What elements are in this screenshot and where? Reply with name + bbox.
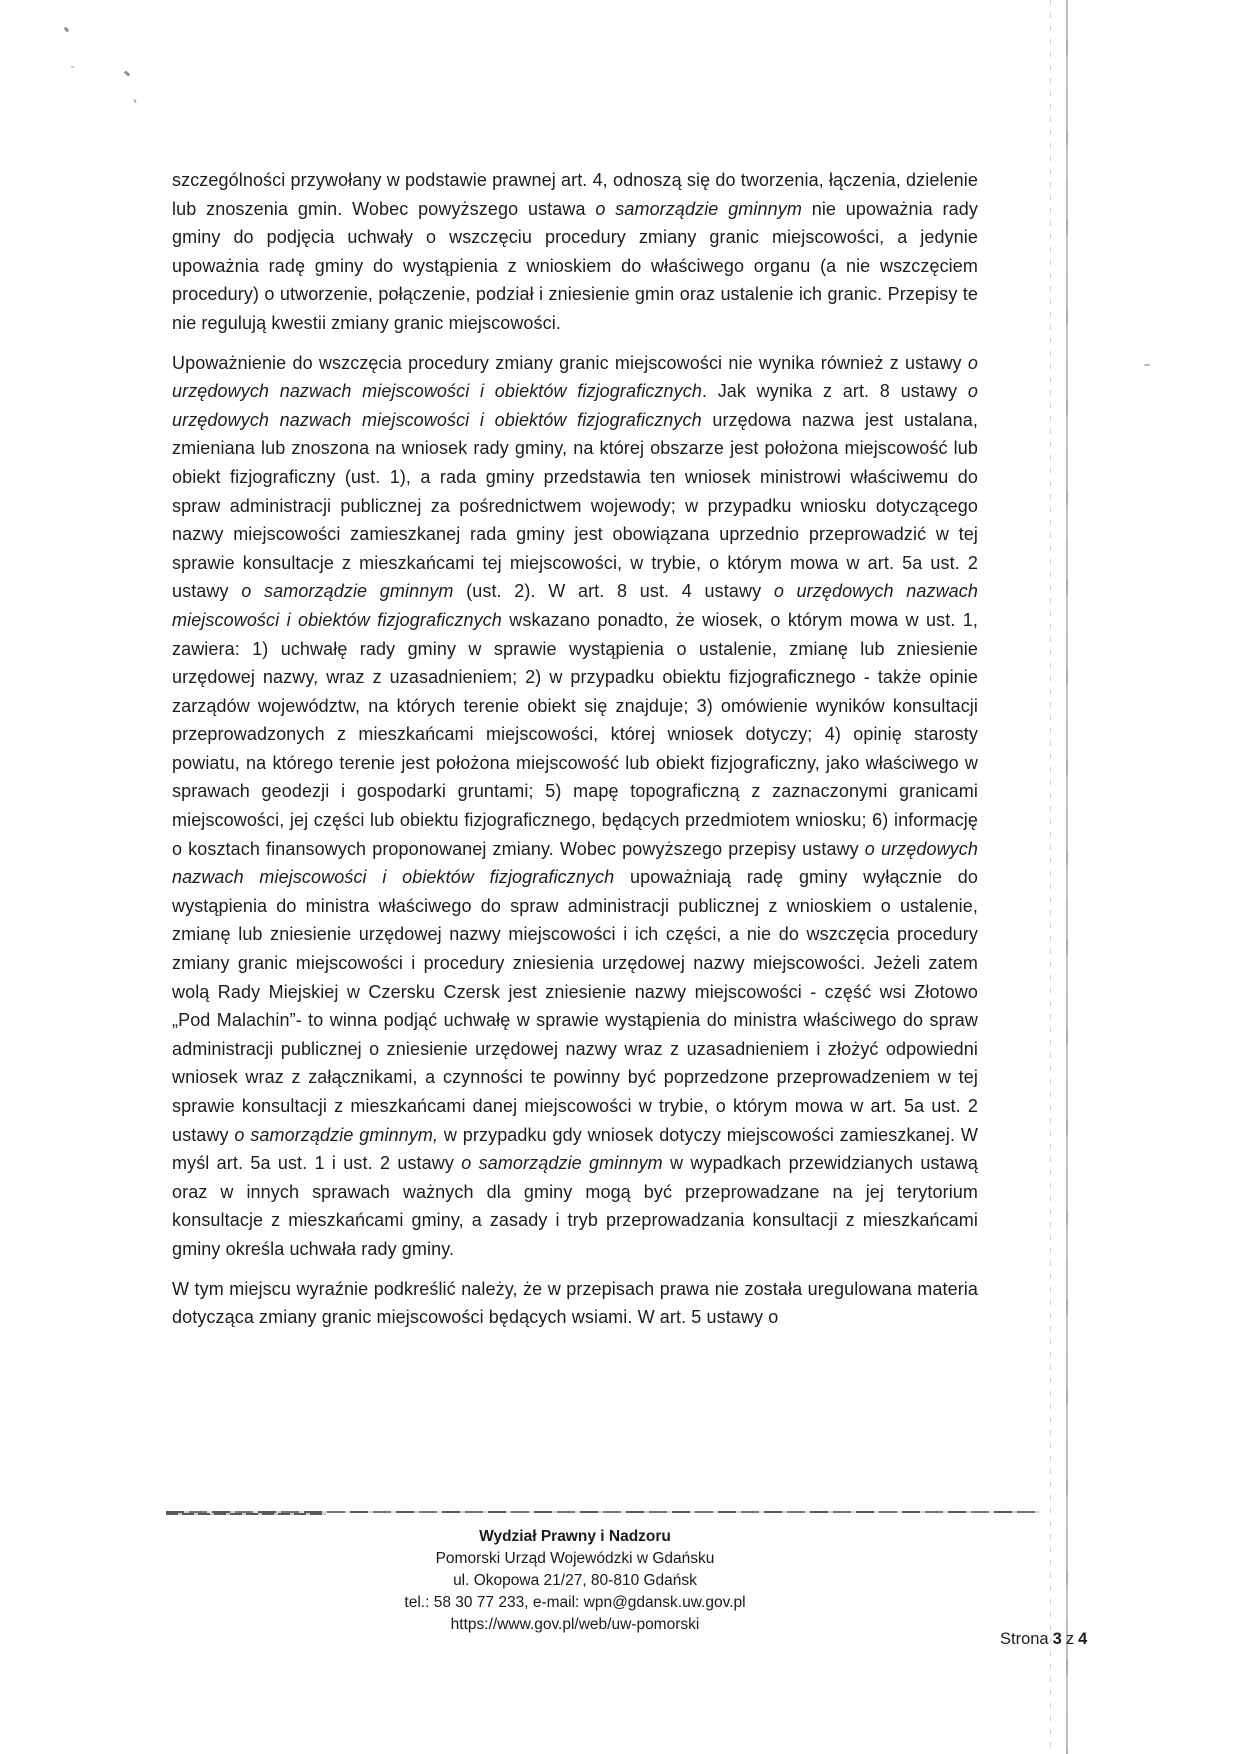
italic-text-run: o urzędowych nazwach miejscowości i obiektów fizjograficznych [172,581,978,630]
paragraph-2 [172,349,978,1264]
italic-text-run: o samorządzie gminnym, [234,1124,439,1145]
scan-speckle [124,70,131,76]
text-run: w wypadkach przewidzianych ustawą oraz w innych sprawach ważnych dla gminy mogą być przeprowadzane na jej terytorium konsultacje z mieszkańcami gminy, a zasady i tryb przeprowadzania konsultacji z mieszkańcami gminy określa uchwała rady gminy. [172,1153,978,1259]
italic-text-run: o samorządzie gminnym [461,1153,663,1174]
text-run: urzędowa nazwa jest ustalana, zmieniana lub znoszona na wniosek rady gminy, na której obszarze jest położona miejscowość lub obiekt fizjograficzny (ust. 1), a rada gminy przedstawia ten wniosek ministrowi właściwemu do spraw administracji publicznej za pośrednictwem wojewody; w przypadku wniosku dotyczącego nazwy miejscowości zamieszkanej rada gminy jest obowiązana uprzednio przeprowadzić w tej sprawie konsultacje z mieszkańcami tej miejscowości, w trybie, o którym mowa w art. 5a ust. 2 ustawy [172,409,978,602]
page-number [1000,1630,1091,1649]
italic-text-run: o urzędowych nazwach miejscowości i obiektów fizjograficznych [172,352,978,402]
text-run: w przypadku gdy wniosek dotyczy miejscowości zamieszkanej. W myśl art. 5a ust. 1 i ust. 2 ustawy [172,1124,978,1174]
footer-contact: tel.: 58 30 77 233, e-mail: wpn@gdansk.uw.gov.pl [404,1594,746,1611]
text-run: wskazano ponadto, że wiosek, o którym mowa w ust. 1, zawiera: 1) uchwałę rady gminy w sprawie wystąpienia o ustalenie, zmianę lub zniesienie urzędowej nazwy, wraz z uzasadnieniem; 2) w przypadku obiektu fizjograficznego - także opinie zarządów województw, na których terenie obiekt się znajduje; 3) omówienie wyników konsultacji przeprowadzonych z mieszkańcami miejscowości, której wniosek dotyczy; 4) opinię starosty powiatu, na którego terenie jest położona miejscowość lub obiekt fizjograficzny, jako właściwego w sprawach geodezji i gospodarki gruntami; 5) mapę topograficzną z zaznaczonymi granicami miejscowości, jej części lub obiektu fizjograficznego, będących przedmiotem wniosku; 6) informację o kosztach finansowych proponowanej zmiany. Wobec powyższego przepisy ustawy [172,609,979,859]
footer-office: Pomorski Urząd Wojewódzki w Gdańsku [435,1550,715,1567]
text-run: (ust. 2). W art. 8 ust. 4 ustawy [453,581,774,602]
page-number-current: 3 [1052,1630,1062,1648]
scan-speckle [133,99,137,103]
paragraph-1 [172,166,978,338]
text-run: upoważniają radę gminy wyłącznie do wystąpienia do ministra właściwego do spraw administracji publicznej z wnioskiem o ustalenie, zmianę lub zniesienie urzędowej nazwy miejscowości i ich części, a nie do wszczęcia procedury zmiany granic miejscowości i procedury zniesienia urzędowej nazwy miejscowości. Jeżeli zatem wolą Rady Miejskiej w Czersku Czersk jest zniesienie nazwy miejscowości - część wsi Złotowo „Pod Malachin”- to winna podjąć uchwałę w sprawie wystąpienia do ministra właściwego do spraw administracji publicznej o zniesienie urzędowej nazwy wraz z uzasadnieniem i złożyć odpowiedni wniosek wraz z załącznikami, a czynności te powinny być poprzedzone przeprowadzeniem w tej sprawie konsultacji z mieszkańcami danej miejscowości w trybie, o którym mowa w art. 5a ust. 2 ustawy [172,867,978,1145]
page-number-total: 4 [1078,1630,1088,1648]
document-body [172,166,978,1343]
page-number-prefix: Strona [1000,1630,1049,1648]
scan-speckle [71,66,74,68]
text-run: W tym miejscu wyraźnie podkreślić należy, że w przepisach prawa nie została uregulowana materia dotycząca zmiany granic miejscowości będących wsiami. W art. 5 ustawy o [172,1278,978,1328]
footer-separator [166,1511,1040,1514]
footer-website: https://www.gov.pl/web/uw-pomorski [450,1616,700,1633]
footer-address: ul. Okopowa 21/27, 80-810 Gdańsk [453,1572,697,1589]
text-run: szczególności przywołany w podstawie prawnej art. 4, odnoszą się do tworzenia, łączenia, dzielenie lub znoszenia gmin. Wobec powyższego ustawa [172,170,978,219]
scan-speckle [1144,364,1150,366]
paragraph-3 [172,1275,978,1332]
scan-artifact-dotted-vertical-line [1050,0,1051,1754]
scan-artifact-solid-vertical-line [1066,0,1068,1754]
scan-speckle [64,27,70,33]
text-run: Upoważnienie do wszczęcia procedury zmiany granic miejscowości nie wynika również z ustawy [172,352,968,373]
italic-text-run: o samorządzie gminnym [595,198,802,219]
text-run: . Jak wynika z art. 8 ustawy [701,381,968,402]
italic-text-run: o urzędowych nazwach miejscowości i obiektów fizjograficznych [172,838,978,888]
footer-separator-line-left [166,1513,326,1515]
footer-department: Wydział Prawny i Nadzoru [479,1528,671,1545]
text-run: nie upoważnia rady gminy do podjęcia uchwały o wszczęciu procedury zmiany granic miejscowości, a jedynie upoważnia radę gminy do wystąpienia z wnioskiem do właściwego organu (a nie wszczęciem procedury) o utworzenie, połączenie, podział i zniesienie gmin oraz ustalenie ich granic. Przepisy te nie regulują kwestii zmiany granic miejscowości. [172,198,978,333]
page-number-separator: z [1065,1630,1075,1648]
page-footer [172,1526,978,1636]
italic-text-run: o samorządzie gminnym [241,581,454,602]
italic-text-run: o urzędowych nazwach miejscowości i obiektów fizjograficznych [172,381,978,430]
